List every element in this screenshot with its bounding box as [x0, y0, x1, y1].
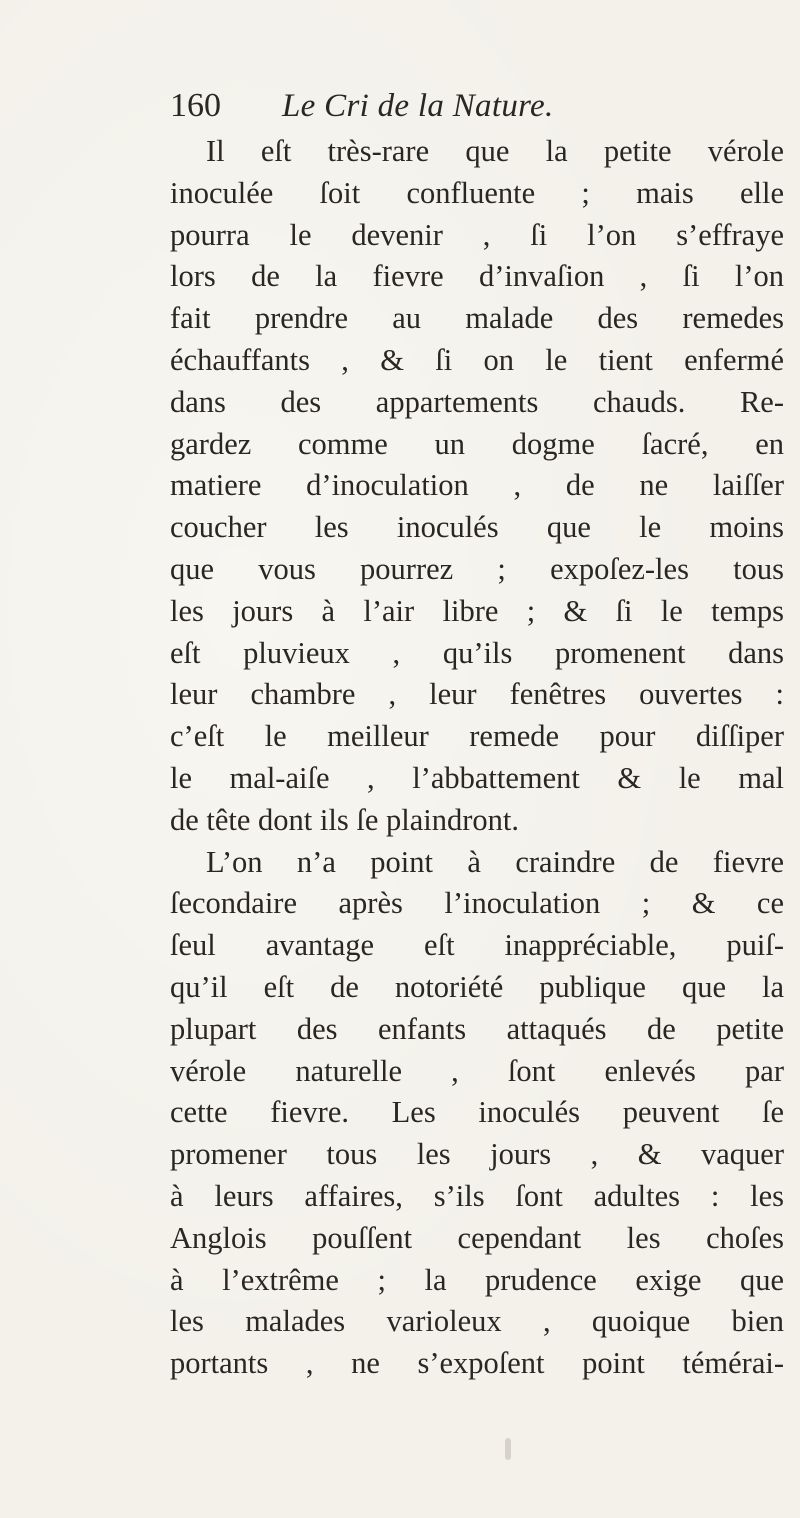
text-line: cette fievre. Les inoculés peuvent ſe [170, 1095, 784, 1130]
text-line: eſt pluvieux , qu’ils promenent dans [170, 635, 784, 670]
text-line: échauffants , & ſi on le tient enfermé [170, 342, 784, 377]
text-line: vérole naturelle , ſont enlevés par [170, 1053, 784, 1088]
text-line: promener tous les jours , & vaquer [170, 1137, 784, 1172]
body-text [170, 131, 784, 1385]
text-line: Il eſt très-rare que la petite vérole [206, 134, 784, 168]
text-line: les malades varioleux , quoique bien [170, 1304, 784, 1339]
text-line: qu’il eſt de notoriété publique que la [170, 969, 784, 1004]
page-number: 160 [170, 87, 221, 124]
text-line: L’on n’a point à craindre de fievre [206, 844, 784, 879]
text-line: ſeul avantage eſt inappréciable, puiſ- [170, 928, 784, 963]
ink-smudge [505, 1438, 511, 1460]
text-line: fait prendre au malade des remedes [170, 301, 784, 336]
text-line: portants , ne s’expoſent point témérai- [170, 1346, 784, 1381]
text-line: Anglois pouſſent cependant les choſes [170, 1220, 784, 1255]
page-header [170, 82, 770, 132]
running-title: Le Cri de la Nature. [282, 88, 554, 124]
text-line: inoculée ſoit confluente ; mais elle [170, 175, 784, 210]
text-line: matiere d’inoculation , de ne laiſſer [170, 468, 784, 503]
text-line: à l’extrême ; la prudence exige que [170, 1262, 784, 1297]
text-line: gardez comme un dogme ſacré, en [170, 426, 784, 461]
text-line: pourra le devenir , ſi l’on s’effraye [170, 217, 784, 252]
text-line: leur chambre , leur fenêtres ouvertes : [170, 677, 784, 712]
text-line: dans des appartements chauds. Re- [170, 384, 784, 419]
text-line: plupart des enfants attaqués de petite [170, 1011, 784, 1046]
text-line: coucher les inoculés que le moins [170, 510, 784, 545]
text-line: que vous pourrez ; expoſez-les tous [170, 551, 784, 586]
text-line: les jours à l’air libre ; & ſi le temps [170, 593, 784, 628]
text-line: lors de la fievre d’invaſion , ſi l’on [170, 259, 784, 294]
text-line: ſecondaire après l’inoculation ; & ce [170, 886, 784, 921]
text-line: c’eſt le meilleur remede pour diſſiper [170, 719, 784, 754]
text-line: le mal-aiſe , l’abbattement & le mal [170, 760, 784, 795]
text-line: de tête dont ils ſe plaindront. [170, 802, 519, 837]
text-line: à leurs affaires, s’ils ſont adultes : les [170, 1178, 784, 1213]
